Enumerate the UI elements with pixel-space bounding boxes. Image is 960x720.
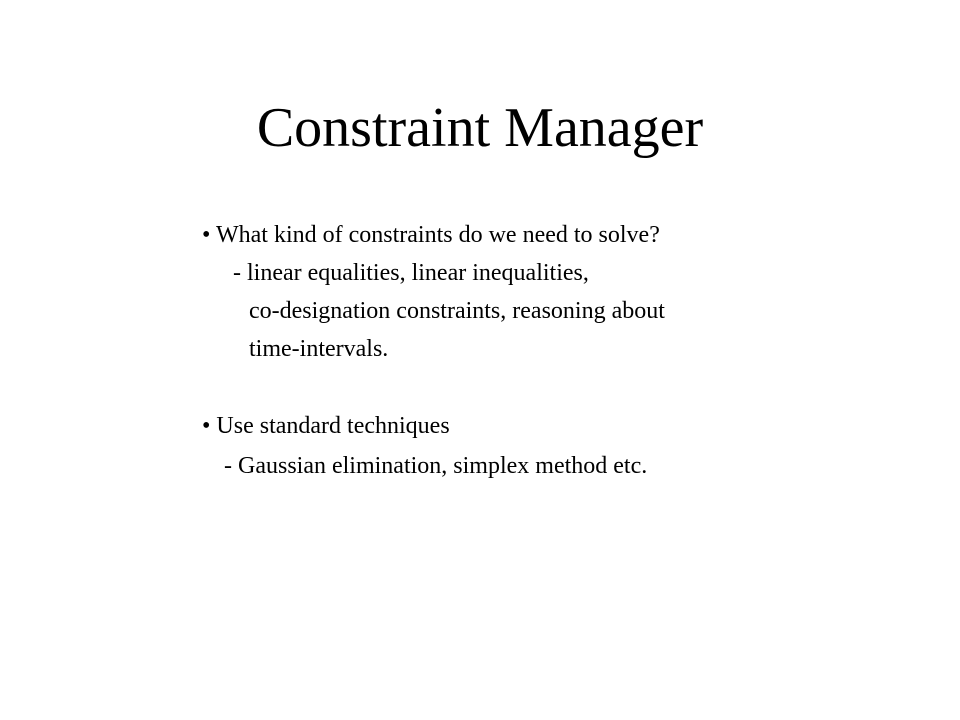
bullet-1-heading: • What kind of constraints do we need to solve? [202,222,660,248]
bullet-1-subpoint-line-3: time-intervals. [249,336,389,362]
bullet-2-subpoint: - Gaussian elimination, simplex method etc. [224,453,648,479]
slide-title: Constraint Manager [256,97,704,159]
bullet-2-heading: • Use standard techniques [202,413,450,439]
bullet-1-subpoint-line-1: - linear equalities, linear inequalities, [233,260,589,286]
bullet-1-subpoint-line-2: co-designation constraints, reasoning about [249,298,665,324]
